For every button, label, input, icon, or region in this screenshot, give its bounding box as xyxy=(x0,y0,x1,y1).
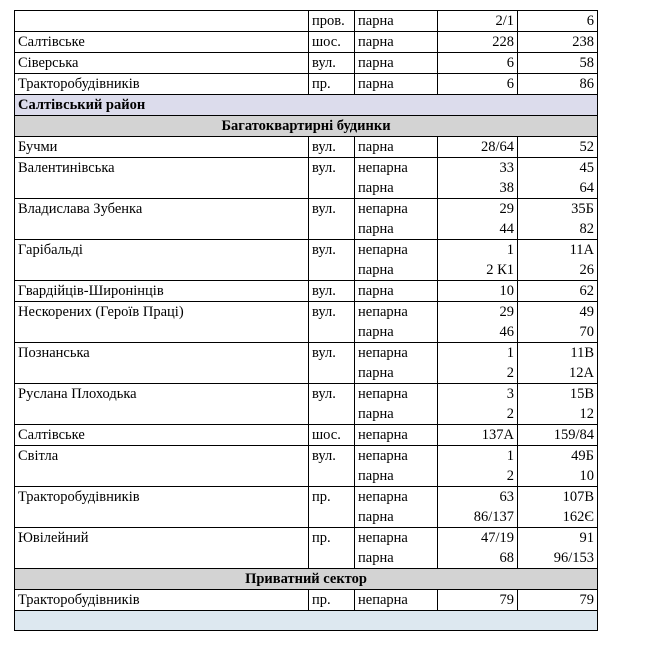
street-type: вул. xyxy=(309,137,355,158)
street-name: Владислава Зубенка xyxy=(15,199,309,240)
street-type: пр. xyxy=(309,590,355,611)
parity: непарна xyxy=(355,446,438,467)
street-type: шос. xyxy=(309,32,355,53)
table-row xyxy=(15,53,598,74)
house-from: 2 xyxy=(438,363,518,384)
street-name: Салтівське xyxy=(15,32,309,53)
table-row xyxy=(15,74,598,95)
house-from: 1 xyxy=(438,343,518,364)
street-name: Тракторобудівників xyxy=(15,590,309,611)
parity: непарна xyxy=(355,487,438,508)
table-row xyxy=(15,158,598,179)
street-type: вул. xyxy=(309,281,355,302)
street-name xyxy=(15,11,309,32)
parity: парна xyxy=(355,281,438,302)
table-row xyxy=(15,384,598,405)
district-header-row xyxy=(15,95,598,116)
parity: парна xyxy=(355,260,438,281)
table-row xyxy=(15,199,598,220)
house-from: 6 xyxy=(438,74,518,95)
table-row xyxy=(15,137,598,158)
parity: парна xyxy=(355,466,438,487)
street-type: пр. xyxy=(309,74,355,95)
house-from: 68 xyxy=(438,548,518,569)
street-name: Гарібальді xyxy=(15,240,309,281)
house-to: 96/153 xyxy=(518,548,598,569)
section-title: Багатоквартирні будинки xyxy=(15,116,598,137)
house-from: 29 xyxy=(438,199,518,220)
house-from: 63 xyxy=(438,487,518,508)
parity: непарна xyxy=(355,528,438,549)
house-to: 15В xyxy=(518,384,598,405)
street-name: Гвардійців-Широнінців xyxy=(15,281,309,302)
parity: парна xyxy=(355,11,438,32)
table-row xyxy=(15,343,598,364)
parity: парна xyxy=(355,219,438,240)
street-name: Бучми xyxy=(15,137,309,158)
house-from: 2 К1 xyxy=(438,260,518,281)
house-to: 12 xyxy=(518,404,598,425)
address-table xyxy=(14,10,598,631)
street-type: вул. xyxy=(309,240,355,281)
street-type: пр. xyxy=(309,487,355,528)
street-type: пр. xyxy=(309,528,355,569)
parity: непарна xyxy=(355,302,438,323)
street-name: Сіверська xyxy=(15,53,309,74)
street-name: Тракторобудівників xyxy=(15,74,309,95)
parity: непарна xyxy=(355,199,438,220)
house-to: 49Б xyxy=(518,446,598,467)
parity: парна xyxy=(355,322,438,343)
address-table-document xyxy=(14,10,597,631)
table-row xyxy=(15,425,598,446)
house-from: 46 xyxy=(438,322,518,343)
table-row xyxy=(15,528,598,549)
street-type: вул. xyxy=(309,158,355,199)
house-to: 159/84 xyxy=(518,425,598,446)
house-from: 79 xyxy=(438,590,518,611)
house-from: 47/19 xyxy=(438,528,518,549)
address-table-body xyxy=(15,11,598,631)
section-header-row xyxy=(15,116,598,137)
house-to: 79 xyxy=(518,590,598,611)
street-type: вул. xyxy=(309,446,355,487)
house-from: 1 xyxy=(438,240,518,261)
street-type: вул. xyxy=(309,302,355,343)
empty-cell xyxy=(15,611,598,631)
house-to: 70 xyxy=(518,322,598,343)
empty-row xyxy=(15,611,598,631)
house-from: 2 xyxy=(438,466,518,487)
table-row xyxy=(15,590,598,611)
house-to: 107В xyxy=(518,487,598,508)
parity: непарна xyxy=(355,384,438,405)
house-from: 29 xyxy=(438,302,518,323)
house-to: 11В xyxy=(518,343,598,364)
parity: непарна xyxy=(355,158,438,179)
house-to: 49 xyxy=(518,302,598,323)
house-from: 86/137 xyxy=(438,507,518,528)
table-row xyxy=(15,446,598,467)
house-from: 10 xyxy=(438,281,518,302)
parity: непарна xyxy=(355,590,438,611)
house-from: 2 xyxy=(438,404,518,425)
street-type: вул. xyxy=(309,343,355,384)
house-from: 28/64 xyxy=(438,137,518,158)
street-name: Ювілейний xyxy=(15,528,309,569)
table-row xyxy=(15,11,598,32)
street-name: Руслана Плоходька xyxy=(15,384,309,425)
parity: парна xyxy=(355,363,438,384)
house-from: 1 xyxy=(438,446,518,467)
house-to: 45 xyxy=(518,158,598,179)
street-type: пров. xyxy=(309,11,355,32)
house-from: 3 xyxy=(438,384,518,405)
parity: парна xyxy=(355,548,438,569)
street-name: Нескорених (Героїв Праці) xyxy=(15,302,309,343)
parity: парна xyxy=(355,74,438,95)
house-to: 12А xyxy=(518,363,598,384)
parity: парна xyxy=(355,32,438,53)
house-to: 26 xyxy=(518,260,598,281)
parity: парна xyxy=(355,404,438,425)
house-to: 86 xyxy=(518,74,598,95)
parity: непарна xyxy=(355,343,438,364)
street-type: вул. xyxy=(309,53,355,74)
parity: парна xyxy=(355,178,438,199)
house-to: 62 xyxy=(518,281,598,302)
house-from: 38 xyxy=(438,178,518,199)
house-to: 82 xyxy=(518,219,598,240)
house-to: 10 xyxy=(518,466,598,487)
house-from: 44 xyxy=(438,219,518,240)
house-from: 137А xyxy=(438,425,518,446)
house-to: 11А xyxy=(518,240,598,261)
street-name: Салтівське xyxy=(15,425,309,446)
house-to: 52 xyxy=(518,137,598,158)
parity: непарна xyxy=(355,425,438,446)
house-to: 162Є xyxy=(518,507,598,528)
street-name: Познанська xyxy=(15,343,309,384)
street-name: Світла xyxy=(15,446,309,487)
house-to: 6 xyxy=(518,11,598,32)
table-row xyxy=(15,302,598,323)
parity: непарна xyxy=(355,240,438,261)
parity: парна xyxy=(355,507,438,528)
district-title: Салтівський район xyxy=(15,95,598,116)
house-from: 228 xyxy=(438,32,518,53)
street-type: вул. xyxy=(309,384,355,425)
table-row xyxy=(15,281,598,302)
section-title: Приватний сектор xyxy=(15,569,598,590)
section-header-row xyxy=(15,569,598,590)
house-to: 238 xyxy=(518,32,598,53)
street-type: вул. xyxy=(309,199,355,240)
house-to: 35Б xyxy=(518,199,598,220)
street-name: Тракторобудівників xyxy=(15,487,309,528)
house-to: 64 xyxy=(518,178,598,199)
street-name: Валентинівська xyxy=(15,158,309,199)
table-row xyxy=(15,240,598,261)
table-row xyxy=(15,487,598,508)
street-type: шос. xyxy=(309,425,355,446)
house-from: 33 xyxy=(438,158,518,179)
parity: парна xyxy=(355,137,438,158)
house-to: 91 xyxy=(518,528,598,549)
parity: парна xyxy=(355,53,438,74)
house-from: 6 xyxy=(438,53,518,74)
house-to: 58 xyxy=(518,53,598,74)
house-from: 2/1 xyxy=(438,11,518,32)
table-row xyxy=(15,32,598,53)
